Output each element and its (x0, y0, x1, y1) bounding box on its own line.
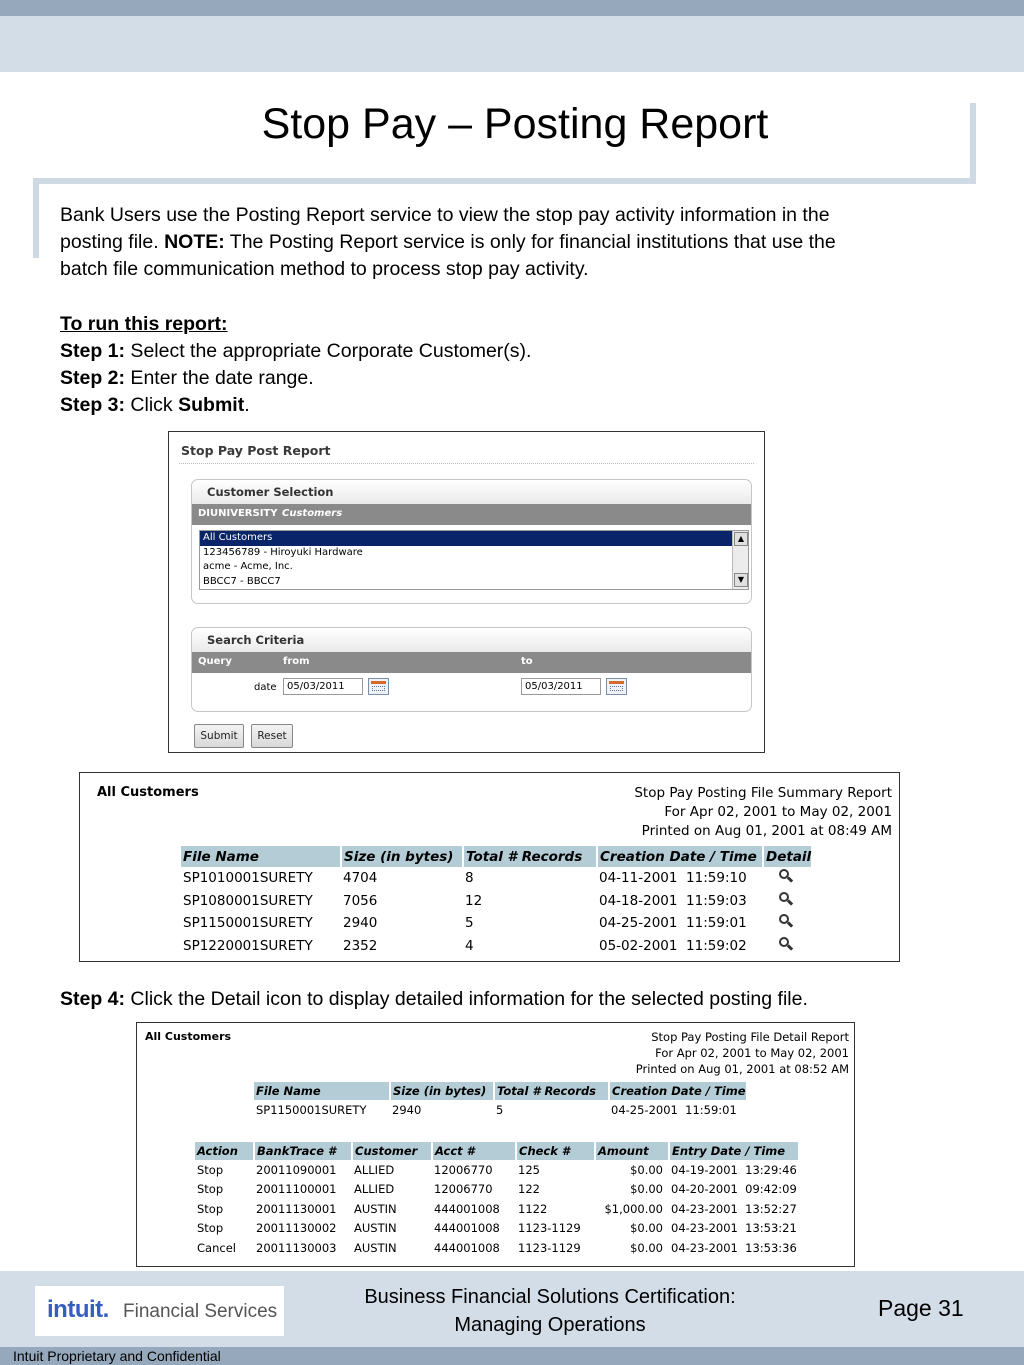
howto-heading: To run this report: (60, 313, 228, 335)
intuit-logo (35, 1286, 284, 1336)
account: 444001008 (434, 1240, 500, 1255)
action: Stop (197, 1182, 224, 1197)
top-band (0, 16, 1024, 72)
top-strip (0, 0, 1024, 16)
file-size: 4704 (343, 870, 378, 887)
col-detail: Detail (763, 846, 812, 867)
form-divider (179, 463, 754, 464)
magnifier-icon[interactable] (779, 914, 793, 928)
from-date-input[interactable]: 05/03/2011 (283, 678, 363, 695)
submit-button[interactable]: Submit (194, 724, 244, 748)
reset-button[interactable]: Reset (251, 724, 293, 748)
course-line-1: Business Financial Solutions Certification: (364, 1286, 736, 1308)
summary-report-name: Stop Pay Posting File Summary Report (634, 785, 892, 801)
col-entry-date: Entry Date / Time (669, 1142, 799, 1160)
customer: ALLIED (354, 1182, 395, 1197)
confidential-notice: Intuit Proprietary and Confidential (13, 1348, 221, 1364)
banktrace: 20011090001 (256, 1162, 337, 1177)
file-size: 2352 (343, 937, 378, 954)
title-frame-left (33, 178, 39, 258)
intro-line-1: Bank Users use the Posting Report service to view the stop pay activity information in the (60, 204, 830, 226)
account: 12006770 (434, 1162, 493, 1177)
action: Stop (197, 1221, 224, 1236)
summary-table (181, 846, 813, 957)
table-row (181, 890, 812, 913)
logo-fs-text: Financial Services (123, 1301, 278, 1322)
summary-printed: Printed on Aug 01, 2001 at 08:49 AM (641, 823, 892, 839)
magnifier-icon[interactable] (779, 937, 793, 951)
col-action: Action (195, 1142, 254, 1160)
step-4: Step 4: Click the Detail icon to display detailed information for the selected posting file. (60, 988, 808, 1010)
detail-report-name: Stop Pay Posting File Detail Report (651, 1030, 849, 1044)
note-label: NOTE: (164, 231, 225, 253)
intro-line-2: posting file. NOTE: The Posting Report service is only for financial institutions that use the (60, 231, 836, 253)
entry-time: 04-23-2001 13:52:27 (671, 1201, 797, 1216)
table-row (195, 1219, 799, 1239)
table-row (181, 867, 812, 890)
col-file-name: File Name (181, 846, 341, 867)
amount: $0.00 (630, 1221, 663, 1236)
customer-option[interactable]: 123456789 - Hiroyuki Hardware (203, 546, 363, 558)
check-number: 1123-1129 (518, 1240, 581, 1255)
table-row (181, 935, 812, 958)
customer-option[interactable]: acme - Acme, Inc. (203, 561, 293, 572)
detail-file-table (254, 1082, 748, 1119)
form-screenshot (168, 431, 765, 753)
check-number: 1123-1129 (518, 1221, 581, 1236)
course-line-2: Managing Operations (454, 1314, 646, 1336)
customer-panel-title: Customer Selection (192, 480, 751, 504)
creation-time: 04-18-2001 11:59:03 (599, 892, 747, 909)
table-row (195, 1199, 799, 1219)
col-creation: Creation Date / Time (609, 1082, 747, 1100)
course-title (300, 1283, 800, 1339)
action: Stop (197, 1201, 224, 1216)
calendar-icon[interactable] (606, 678, 627, 695)
customer-bar-org: DIUNIVERSITY (198, 508, 278, 519)
entry-time: 04-23-2001 13:53:21 (671, 1221, 797, 1236)
col-customer: Customer (352, 1142, 432, 1160)
entry-time: 04-19-2001 13:29:46 (671, 1162, 797, 1177)
to-header: to (521, 656, 533, 667)
account: 444001008 (434, 1201, 500, 1216)
col-amount: Amount (595, 1142, 669, 1160)
action: Cancel (197, 1240, 236, 1255)
file-name: SP1010001SURETY (183, 870, 313, 887)
customer-selection-panel (191, 479, 752, 604)
file-name: SP1220001SURETY (183, 937, 313, 954)
scroll-up-icon[interactable]: ▲ (734, 532, 748, 546)
creation-time: 04-25-2001 11:59:01 (599, 915, 747, 932)
creation-time: 05-02-2001 11:59:02 (599, 937, 747, 954)
intro-line-3: batch file communication method to process stop pay activity. (60, 258, 589, 280)
file-size: 7056 (343, 892, 378, 909)
col-size: Size (in bytes) (341, 846, 463, 867)
record-count: 5 (496, 1102, 504, 1117)
detail-report-screenshot (136, 1022, 855, 1267)
check-number: 125 (518, 1162, 540, 1177)
file-size: 2940 (343, 915, 378, 932)
amount: $0.00 (630, 1182, 663, 1197)
from-header: from (283, 656, 310, 667)
magnifier-icon[interactable] (779, 869, 793, 883)
entry-time: 04-23-2001 13:53:36 (671, 1240, 797, 1255)
record-count: 4 (465, 937, 474, 954)
banktrace: 20011130001 (256, 1201, 337, 1216)
amount: $1,000.00 (604, 1201, 663, 1216)
customer-listbox[interactable] (199, 530, 749, 590)
to-date-input[interactable]: 05/03/2011 (521, 678, 601, 695)
detail-customer: All Customers (145, 1030, 232, 1043)
customer: ALLIED (354, 1162, 395, 1177)
detail-entries-table (195, 1142, 800, 1258)
file-name: SP1150001SURETY (256, 1102, 367, 1117)
customer: AUSTIN (354, 1201, 397, 1216)
col-total-records: Total # Records (494, 1082, 609, 1100)
steps-block (60, 311, 960, 419)
amount: $0.00 (630, 1240, 663, 1255)
summary-period: For Apr 02, 2001 to May 02, 2001 (664, 804, 892, 820)
detail-meta (636, 1029, 849, 1077)
file-name: SP1080001SURETY (183, 892, 313, 909)
customer: AUSTIN (354, 1221, 397, 1236)
col-banktrace: BankTrace # (254, 1142, 352, 1160)
banktrace: 20011130003 (256, 1240, 337, 1255)
customer: AUSTIN (354, 1240, 397, 1255)
check-number: 122 (518, 1182, 540, 1197)
creation-time: 04-25-2001 11:59:01 (611, 1102, 737, 1117)
scroll-down-icon[interactable]: ▼ (734, 573, 748, 587)
date-label: date (254, 682, 277, 693)
account: 12006770 (434, 1182, 493, 1197)
table-row (181, 912, 812, 935)
title-frame-bottom (33, 178, 976, 184)
step-3: Step 3: Click Submit. (60, 394, 250, 416)
creation-time: 04-11-2001 11:59:10 (599, 870, 747, 887)
table-row (195, 1160, 799, 1180)
banktrace: 20011130002 (256, 1221, 337, 1236)
col-creation: Creation Date / Time (597, 846, 763, 867)
col-total-records: Total # Records (463, 846, 597, 867)
col-check: Check # (516, 1142, 595, 1160)
entry-time: 04-20-2001 09:42:09 (671, 1182, 797, 1197)
record-count: 5 (465, 915, 474, 932)
customer-bar-label: Customers (282, 508, 343, 519)
customer-bar (192, 504, 751, 525)
search-criteria-panel (191, 627, 752, 712)
query-header: Query (198, 656, 232, 667)
listbox-scrollbar[interactable] (732, 531, 748, 589)
col-size: Size (in bytes) (390, 1082, 494, 1100)
action: Stop (197, 1162, 224, 1177)
search-bar (192, 652, 751, 673)
search-panel-title: Search Criteria (192, 628, 751, 652)
intro-paragraph (60, 202, 990, 283)
file-size: 2940 (392, 1102, 422, 1117)
magnifier-icon[interactable] (779, 892, 793, 906)
summary-report-screenshot (79, 772, 900, 962)
amount: $0.00 (630, 1162, 663, 1177)
page-number: Page 31 (878, 1295, 964, 1321)
form-title: Stop Pay Post Report (181, 443, 331, 458)
table-row (254, 1100, 747, 1119)
banktrace: 20011100001 (256, 1182, 337, 1197)
step-1: Step 1: Select the appropriate Corporate Customer(s). (60, 340, 532, 362)
step-2: Step 2: Enter the date range. (60, 367, 314, 389)
page-title: Stop Pay – Posting Report (261, 100, 769, 148)
table-row (195, 1180, 799, 1200)
file-name: SP1150001SURETY (183, 915, 313, 932)
record-count: 12 (465, 892, 483, 909)
summary-customer: All Customers (97, 785, 199, 800)
calendar-icon[interactable] (368, 678, 389, 695)
col-file-name: File Name (254, 1082, 390, 1100)
customer-option[interactable]: BBCC7 - BBCC7 (203, 575, 281, 587)
detail-printed: Printed on Aug 01, 2001 at 08:52 AM (635, 1062, 849, 1076)
logo-intuit-text: intuit. (47, 1296, 109, 1323)
detail-period: For Apr 02, 2001 to May 02, 2001 (655, 1046, 849, 1060)
table-row (195, 1238, 799, 1258)
customer-option[interactable]: All Customers (200, 531, 732, 546)
check-number: 1122 (518, 1201, 548, 1216)
col-acct: Acct # (432, 1142, 516, 1160)
summary-meta (634, 784, 892, 841)
account: 444001008 (434, 1221, 500, 1236)
record-count: 8 (465, 870, 474, 887)
